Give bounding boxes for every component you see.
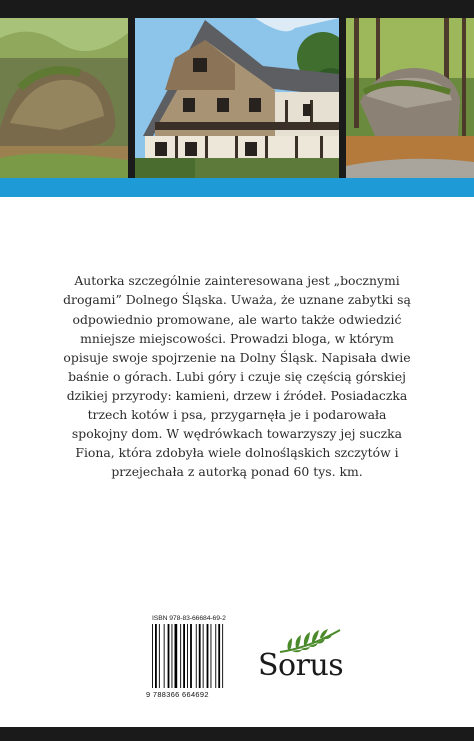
- photo-mossy-boulders: [0, 18, 128, 178]
- publisher-name: Sorus: [258, 648, 344, 683]
- isbn-label: ISBN 978-83-66684-69-2: [152, 615, 226, 622]
- blue-accent-band: [0, 178, 474, 197]
- publisher-logo: [254, 628, 350, 682]
- author-bio-text: Autorka szczególnie zainteresowana jest „bocznymi drogami” Dolnego Śląska. Uważa, że uznane zabytki są odpowiednio promowane, ale warto także odwiedzić mniejsze miejscowości. Prowadzi bloga, w którym opisuje swoje spojrzenie na Dolny Śląsk. Napisała dwie baśnie o górach. Lubi góry i czuje się częścią górskiej dzikiej przyrody: kamieni, drzew i źródeł. Posiadaczka trzech kotów i psa, przygarnęła je i podarowała spokojny dom. W wędrówkach towarzyszy jej suczka Fiona, która zdobyła wiele dolnośląskich szczytów i przejechała z autorką ponad 60 tys. km.: [63, 273, 411, 480]
- photo-half-timbered-house: [135, 18, 339, 178]
- cover-photo-strip: [0, 18, 474, 178]
- isbn-barcode: [150, 624, 226, 688]
- photo-rock-formation: [346, 18, 474, 178]
- top-dark-band: [0, 0, 474, 18]
- barcode-digits: 9 788366 664692: [146, 690, 209, 699]
- bottom-dark-band: [0, 727, 474, 741]
